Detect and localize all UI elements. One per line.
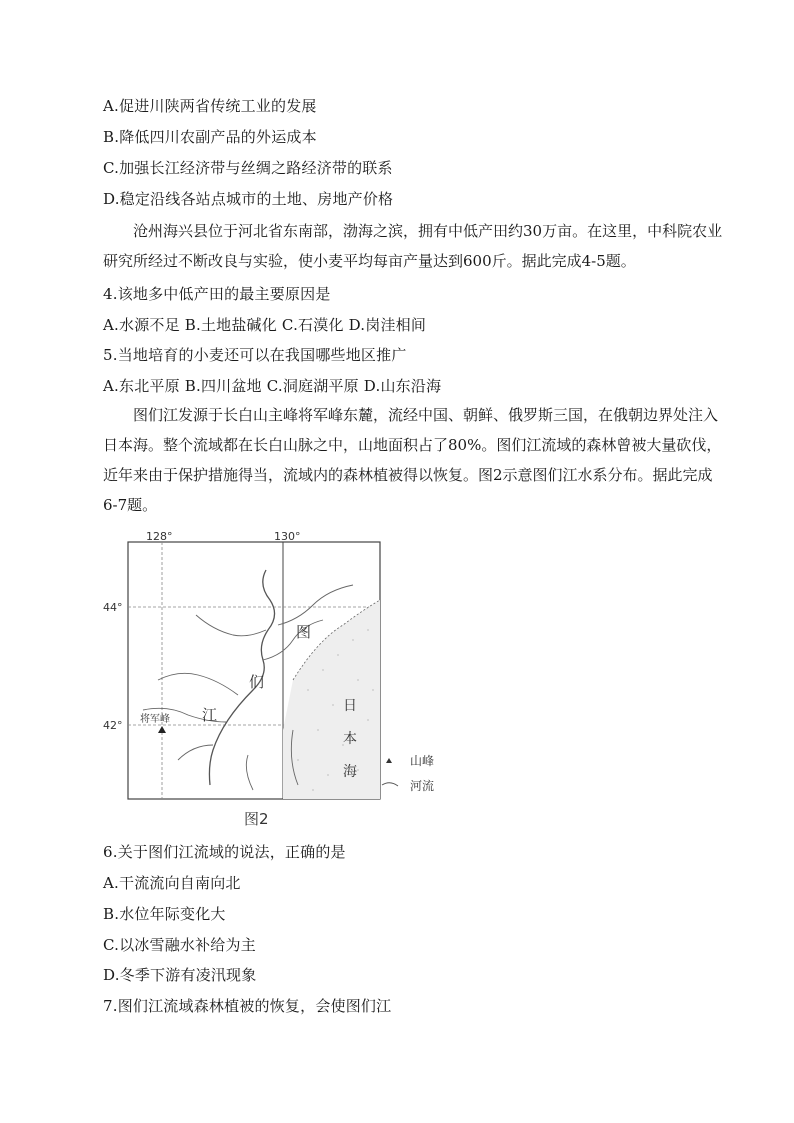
river-char-2: 们 [249,673,265,691]
peak-label: 将军峰 [140,714,170,725]
q5-stem: 5.当地培育的小麦还可以在我国哪些地区推广 [103,346,407,364]
sea-char-2: 本 [343,731,357,747]
q6-stem: 6.关于图们江流域的说法，正确的是 [103,843,346,861]
q6-option-a: A.干流流向自南向北 [103,874,241,892]
sea-char-1: 日 [343,698,357,714]
figure-caption: 图2 [244,810,269,828]
legend-mountain-icon [386,758,392,763]
tumen-river-map [103,530,448,830]
q3-option-b: B.降低四川农副产品的外运成本 [103,128,317,146]
river-char-3: 江 [202,706,218,724]
lat-label-44: 44° [103,601,123,614]
q6-option-c: C.以冰雪融水补给为主 [103,936,256,954]
q3-option-d: D.稳定沿线各站点城市的土地、房地产价格 [103,190,394,208]
q7-stem: 7.图们江流域森林植被的恢复，会使图们江 [103,997,392,1015]
lon-label-130: 130° [274,530,301,543]
q5-options: A.东北平原 B.四川盆地 C.洞庭湖平原 D.山东沿海 [103,377,442,395]
q6-option-d: D.冬季下游有凌汛现象 [103,966,257,984]
passage-haixing-text: 沧州海兴县位于河北省东南部，渤海之滨，拥有中低产田约30万亩。在这里，中科院农业研究所经过不断改良与实验，使小麦平均每亩产量达到600斤。据此完成4-5题。 [103,222,723,270]
sea-char-3: 海 [343,764,357,780]
passage-haixing [103,216,723,276]
q4-options: A.水源不足 B.土地盐碱化 C.石漠化 D.岗洼相间 [103,316,427,334]
q3-option-c: C.加强长江经济带与丝绸之路经济带的联系 [103,159,393,177]
legend-river-label: 河流 [410,779,435,793]
legend-river-icon [382,783,398,786]
q6-option-b: B.水位年际变化大 [103,905,226,923]
main-river [209,570,274,785]
passage-tumen-text: 图们江发源于长白山主峰将军峰东麓，流经中国、朝鲜、俄罗斯三国，在俄朝边界处注入日本海。整个流域都在长白山脉之中，山地面积占了80%。图们江流域的森林曾被大量砍伐，近年来由于保护措施得当，流域内的森林植被得以恢复。图2示意图们江水系分布。据此完成6-7题。 [103,406,722,514]
river-char-1: 图 [296,623,312,641]
lat-label-42: 42° [103,719,123,732]
tumen-map-svg [103,530,448,830]
q4-stem: 4.该地多中低产田的最主要原因是 [103,285,331,303]
legend-mountain-label: 山峰 [410,754,435,768]
q3-option-a: A.促进川陕两省传统工业的发展 [103,97,317,115]
peak-icon [158,726,166,733]
lon-label-128: 128° [146,530,173,543]
passage-tumen [103,400,723,520]
